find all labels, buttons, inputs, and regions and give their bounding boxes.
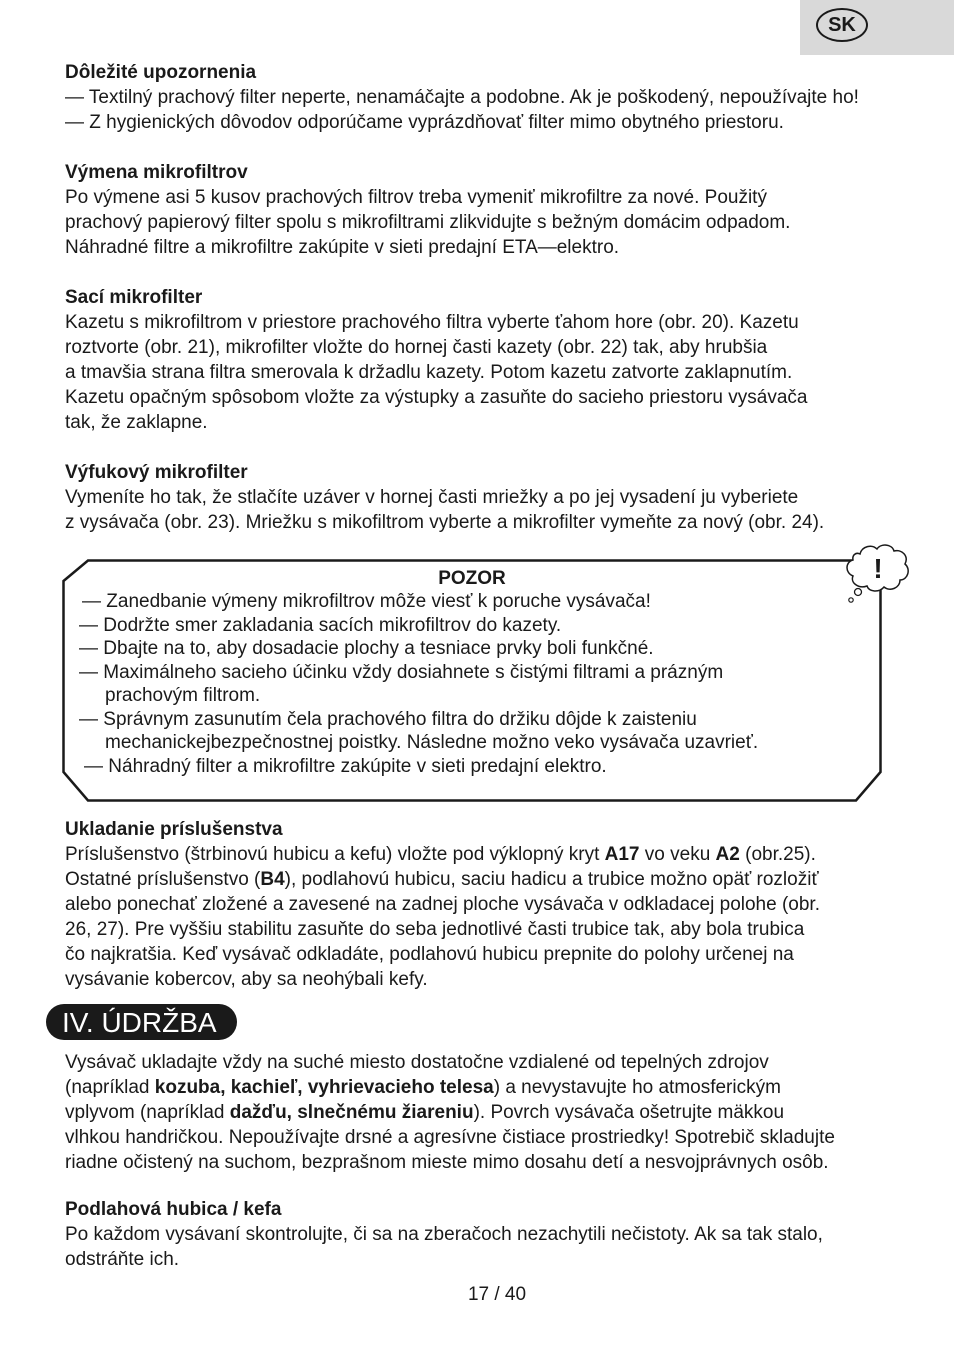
language-badge: SK <box>816 8 868 42</box>
text-line: vlhkou handričkou. Nepoužívajte drsné a agresívne čistiace prostriedky! Spotrebič skladujte <box>65 1127 835 1148</box>
section-title: Ukladanie príslušenstva <box>65 819 283 840</box>
text-line: Vymeníte ho tak, že stlačíte uzáver v hornej časti mriežky a po jej vysadení ju vyberiete <box>65 487 799 508</box>
warning-item: — Dodržte smer zakladania sacích mikrofiltrov do kazety. <box>79 614 562 636</box>
warning-item-continued: mechanickejbezpečnostnej poistky. Následne možno veko vysávača uzavrieť. <box>105 732 759 753</box>
text-line: Kazetu opačným spôsobom vložte za výstupky a zasuňte do sacieho priestoru vysávača <box>65 387 808 408</box>
section-exhaust-microfilter <box>65 460 915 535</box>
exclamation-symbol: ! <box>873 553 883 584</box>
text-line: odstráňte ich. <box>65 1249 180 1270</box>
section-title: Výmena mikrofiltrov <box>65 162 248 183</box>
text-line: alebo ponechať zložené a zavesené na zadnej ploche vysávača v odkladacej polohe (obr. <box>65 894 820 915</box>
page-number: 17 / 40 <box>467 1284 527 1305</box>
section-heading-maintenance: IV. ÚDRŽBA <box>46 1004 237 1040</box>
text-line: 26, 27). Pre vyššiu stabilitu zasuňte do seba jednotlivé časti trubice tak, aby bola trubica <box>65 919 805 940</box>
section-title: Výfukový mikrofilter <box>65 462 248 483</box>
text-line: prachový papierový filter spolu s mikrofiltrami zlikvidujte s bežným domácim odpadom. <box>65 212 791 233</box>
section-title: Podlahová hubica / kefa <box>65 1199 282 1220</box>
part-ref-a17: A17 <box>604 844 640 865</box>
warning-box <box>62 559 882 802</box>
section-title: Sací mikrofilter <box>65 287 203 308</box>
section-floor-nozzle <box>65 1197 915 1272</box>
text-line: — Textilný prachový filter neperte, nenamáčajte a podobne. Ak je poškodený, nepoužívajte ho! <box>65 87 859 108</box>
text-line: — Z hygienických dôvodov odporúčame vyprázdňovať filter mimo obytného priestoru. <box>65 112 784 133</box>
section-title: Dôležité upozornenia <box>65 62 257 83</box>
section-important-notes <box>65 60 915 135</box>
warning-item: — Správnym zasunutím čela prachového filtra do držiku dôjde k zaisteniu <box>79 708 697 730</box>
text-line: a tmavšia strana filtra smerovala k držadlu kazety. Potom kazetu zatvorte zaklapnutím. <box>65 362 793 383</box>
text-line: Ostatné príslušenstvo (B4), podlahovú hubicu, saciu hadicu a trubice možno opäť rozložiť <box>65 869 819 890</box>
text-line: vysávanie kobercov, aby sa neohýbali kefy. <box>65 969 428 990</box>
warning-title: POZOR <box>438 568 506 589</box>
part-ref-a2: A2 <box>715 844 740 865</box>
text-line: Náhradné filtre a mikrofiltre zakúpite v sieti predajní ETA—elektro. <box>65 237 620 258</box>
section-microfilter-replacement <box>65 160 915 260</box>
text-line: Po výmene asi 5 kusov prachových filtrov treba vymeniť mikrofiltre za nové. Použitý <box>65 187 767 208</box>
language-tab <box>800 0 954 55</box>
exclamation-cloud-icon <box>842 542 912 615</box>
section-maintenance-text <box>65 1050 915 1175</box>
text-line: vplyvom (napríklad dažďu, slnečnému žiareniu). Povrch vysávača ošetrujte mäkkou <box>65 1102 785 1123</box>
text-line: Vysávač ukladajte vždy na suché miesto dostatočne vzdialené od tepelných zdrojov <box>65 1052 769 1073</box>
text-line: Príslušenstvo (štrbinovú hubicu a kefu) vložte pod výklopný kryt A17 vo veku A2 (obr.25). <box>65 844 816 865</box>
warning-item: — Zanedbanie výmeny mikrofiltrov môže viesť k poruche vysávača! <box>82 591 651 612</box>
warning-item: — Náhradný filter a mikrofiltre zakúpite v sieti predajní elektro. <box>84 755 607 777</box>
part-ref-b4: B4 <box>260 869 285 890</box>
warning-item-continued: prachovým filtrom. <box>105 685 261 706</box>
section-accessory-storage <box>65 817 915 992</box>
text-line: Po každom vysávaní skontrolujte, či sa na zberačoch nezachytili nečistoty. Ak sa tak stalo, <box>65 1224 823 1245</box>
text-line: Kazetu s mikrofiltrom v priestore prachového filtra vyberte ťahom hore (obr. 20). Kazetu <box>65 312 799 333</box>
text-line: riadne očistený na suchom, bezprašnom mieste mimo dosahu detí a nesvojprávnych osôb. <box>65 1152 829 1173</box>
warning-item: — Dbajte na to, aby dosadacie plochy a tesniace prvky boli funkčné. <box>79 638 654 659</box>
warning-item: — Maximálneho sacieho účinku vždy dosiahnete s čistými filtrami a prázným <box>79 661 724 683</box>
text-line: čo najkratšia. Keď vysávač odkladáte, podlahovú hubicu prepnite do polohy určenej na <box>65 944 794 965</box>
text-line: (napríklad kozuba, kachieľ, vyhrievacieho telesa) a nevystavujte ho atmosferickým <box>65 1077 781 1098</box>
section-intake-microfilter <box>65 285 915 435</box>
text-line: z vysávača (obr. 23). Mriežku s mikofiltrom vyberte a mikrofilter vymeňte za nový (obr. 24). <box>65 512 825 533</box>
text-line: tak, že zaklapne. <box>65 412 208 433</box>
text-line: roztvorte (obr. 21), mikrofilter vložte do hornej časti kazety (obr. 22) tak, aby hrubšia <box>65 337 768 358</box>
warning-list <box>79 590 758 778</box>
